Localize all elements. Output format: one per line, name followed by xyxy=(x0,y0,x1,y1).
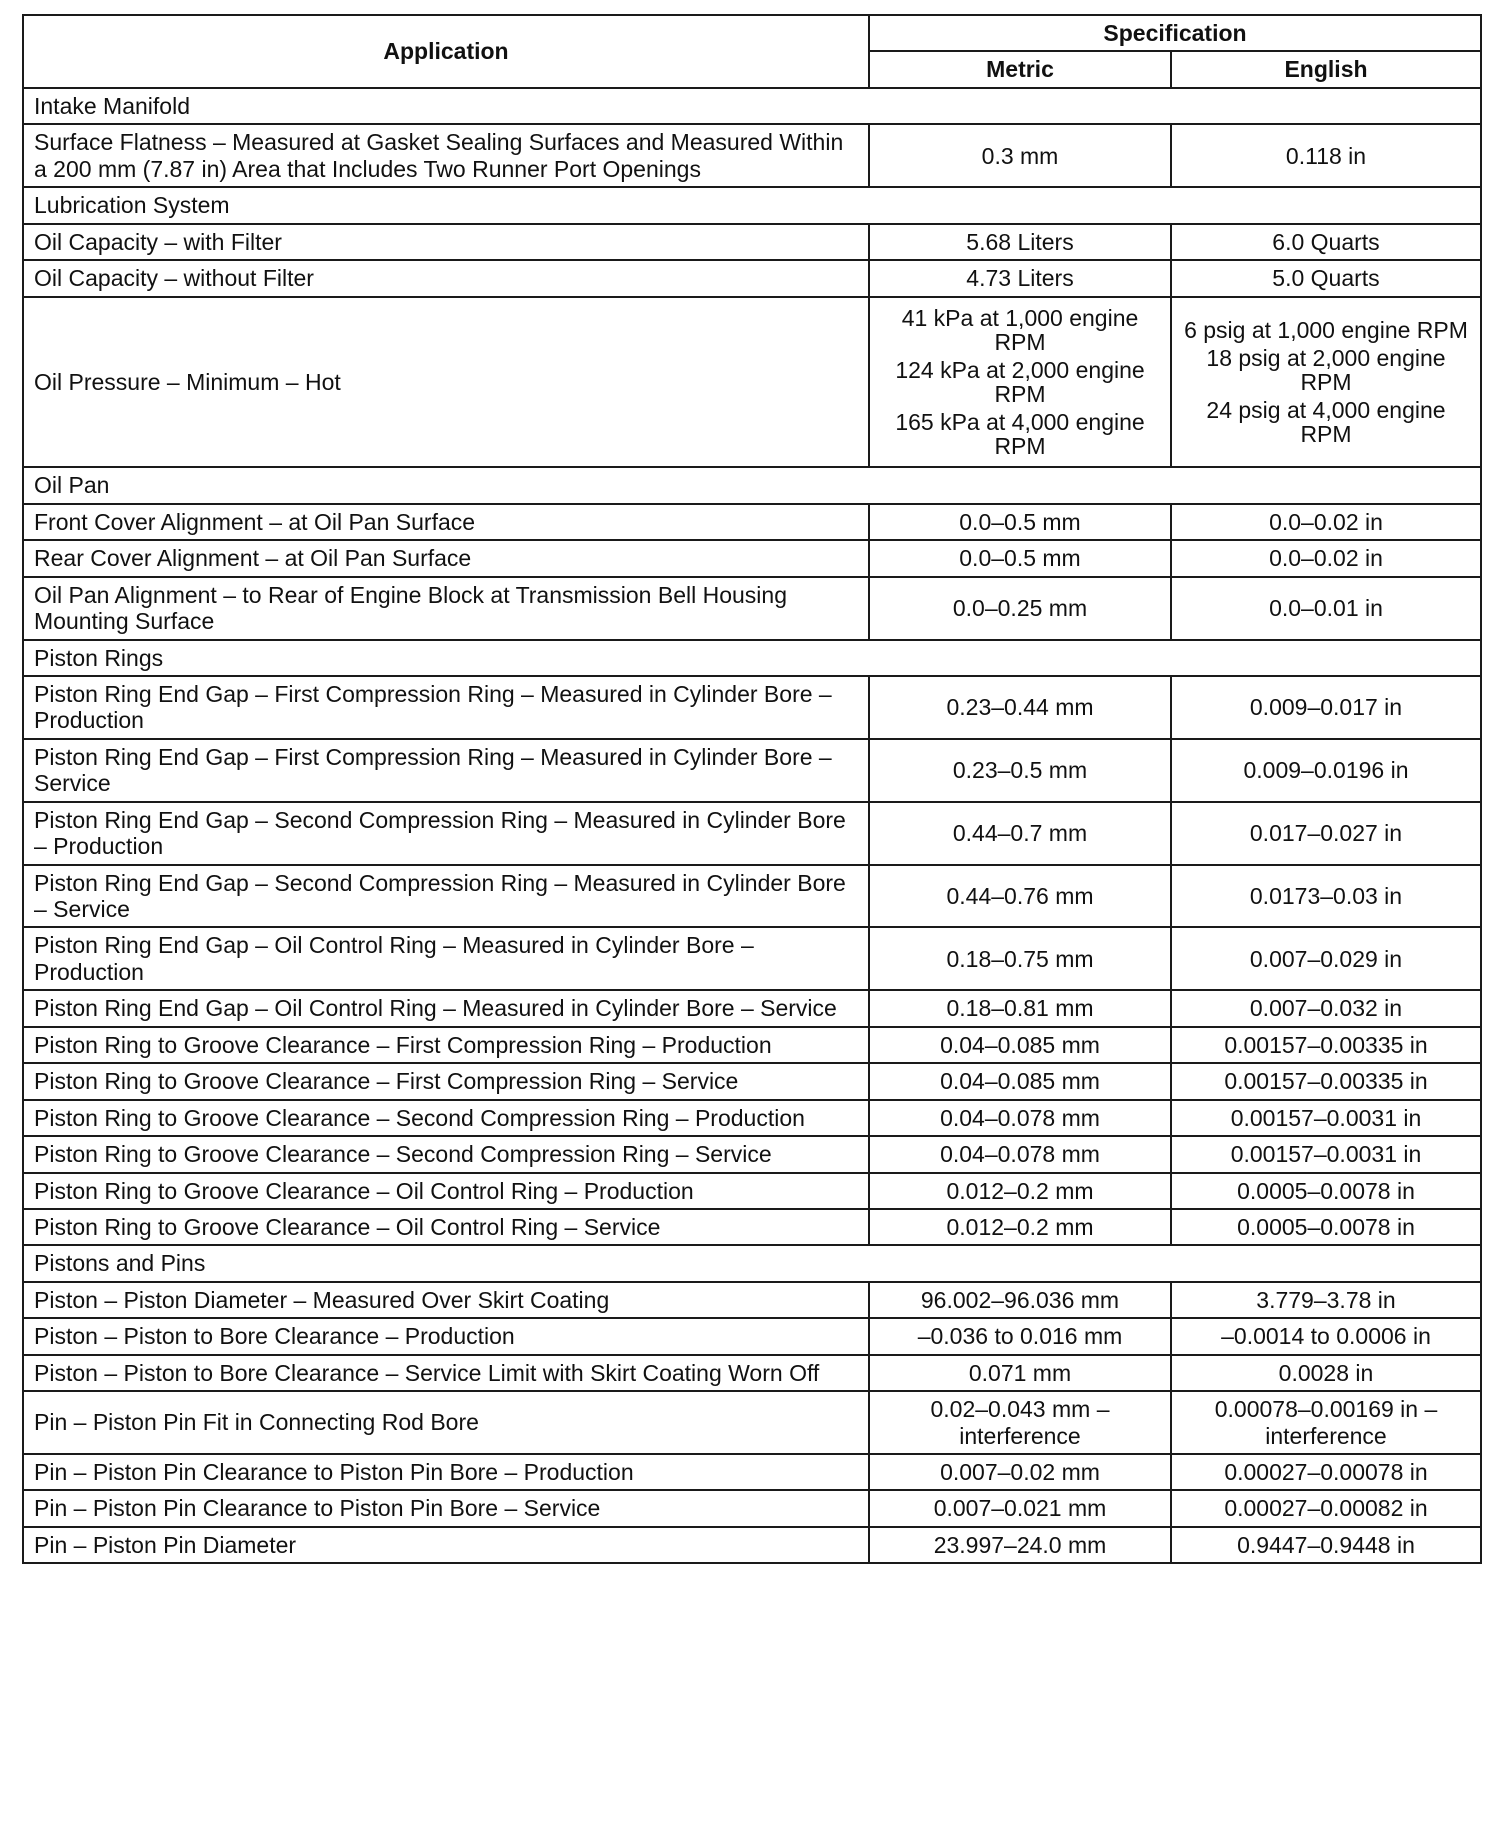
section-heading: Lubrication System xyxy=(23,187,1481,223)
english-cell: 0.007–0.029 in xyxy=(1171,927,1481,990)
metric-cell: 5.68 Liters xyxy=(869,224,1171,260)
english-cell: 3.779–3.78 in xyxy=(1171,1282,1481,1318)
english-cell: 0.009–0.017 in xyxy=(1171,676,1481,739)
table-row xyxy=(23,504,1481,540)
english-cell: 0.017–0.027 in xyxy=(1171,802,1481,865)
application-cell: Pin – Piston Pin Clearance to Piston Pin Bore – Production xyxy=(23,1454,869,1490)
specification-header: Specification xyxy=(869,15,1481,51)
table-row xyxy=(23,1136,1481,1172)
table-row xyxy=(23,865,1481,928)
application-cell: Piston Ring to Groove Clearance – First Compression Ring – Production xyxy=(23,1027,869,1063)
metric-cell: 0.007–0.02 mm xyxy=(869,1454,1171,1490)
table-body xyxy=(23,88,1481,1563)
english-cell: 0.00157–0.00335 in xyxy=(1171,1063,1481,1099)
application-cell: Pin – Piston Pin Fit in Connecting Rod Bore xyxy=(23,1391,869,1454)
metric-cell: 0.3 mm xyxy=(869,124,1171,187)
metric-value-line: 41 kPa at 1,000 engine RPM xyxy=(901,304,1139,355)
spec-page xyxy=(22,14,1480,1564)
section-heading: Piston Rings xyxy=(23,640,1481,676)
metric-cell: 0.04–0.078 mm xyxy=(869,1100,1171,1136)
metric-cell: 0.23–0.44 mm xyxy=(869,676,1171,739)
section-row xyxy=(23,88,1481,124)
english-cell: –0.0014 to 0.0006 in xyxy=(1171,1318,1481,1354)
application-header: Application xyxy=(23,15,869,88)
english-cell: 0.009–0.0196 in xyxy=(1171,739,1481,802)
table-row xyxy=(23,1282,1481,1318)
application-cell: Piston Ring to Groove Clearance – Oil Control Ring – Service xyxy=(23,1209,869,1245)
metric-cell: 0.18–0.81 mm xyxy=(869,990,1171,1026)
table-row xyxy=(23,990,1481,1026)
application-cell: Piston – Piston Diameter – Measured Over Skirt Coating xyxy=(23,1282,869,1318)
metric-cell xyxy=(869,297,1171,468)
metric-cell: 0.04–0.078 mm xyxy=(869,1136,1171,1172)
metric-value-line: 165 kPa at 4,000 engine RPM xyxy=(895,409,1145,460)
english-cell: 0.00157–0.0031 in xyxy=(1171,1136,1481,1172)
section-row xyxy=(23,467,1481,503)
metric-cell: 0.44–0.76 mm xyxy=(869,865,1171,928)
metric-cell: 0.0–0.5 mm xyxy=(869,504,1171,540)
english-cell: 0.00157–0.0031 in xyxy=(1171,1100,1481,1136)
table-row xyxy=(23,1209,1481,1245)
application-cell: Piston Ring to Groove Clearance – Second Compression Ring – Production xyxy=(23,1100,869,1136)
english-cell: 0.00027–0.00082 in xyxy=(1171,1490,1481,1526)
table-row xyxy=(23,1027,1481,1063)
metric-cell: 0.23–0.5 mm xyxy=(869,739,1171,802)
application-cell: Piston – Piston to Bore Clearance – Service Limit with Skirt Coating Worn Off xyxy=(23,1355,869,1391)
application-cell: Piston Ring to Groove Clearance – First Compression Ring – Service xyxy=(23,1063,869,1099)
application-cell: Surface Flatness – Measured at Gasket Sealing Surfaces and Measured Within a 200 mm (7.87 in) Area that Includes Two Runner Port Openings xyxy=(23,124,869,187)
table-row xyxy=(23,297,1481,468)
application-cell: Piston Ring End Gap – First Compression Ring – Measured in Cylinder Bore – Production xyxy=(23,676,869,739)
application-cell: Pin – Piston Pin Clearance to Piston Pin Bore – Service xyxy=(23,1490,869,1526)
section-row xyxy=(23,187,1481,223)
table-row xyxy=(23,224,1481,260)
english-cell: 0.0–0.02 in xyxy=(1171,540,1481,576)
metric-cell: 0.04–0.085 mm xyxy=(869,1063,1171,1099)
english-cell: 0.0005–0.0078 in xyxy=(1171,1209,1481,1245)
english-cell: 6.0 Quarts xyxy=(1171,224,1481,260)
metric-cell: 0.04–0.085 mm xyxy=(869,1027,1171,1063)
table-row xyxy=(23,1527,1481,1563)
metric-cell: 0.012–0.2 mm xyxy=(869,1173,1171,1209)
table-row xyxy=(23,1490,1481,1526)
section-row xyxy=(23,640,1481,676)
metric-cell: 0.012–0.2 mm xyxy=(869,1209,1171,1245)
application-cell: Oil Pan Alignment – to Rear of Engine Block at Transmission Bell Housing Mounting Surface xyxy=(23,577,869,640)
metric-cell: 23.997–24.0 mm xyxy=(869,1527,1171,1563)
metric-cell: 0.44–0.7 mm xyxy=(869,802,1171,865)
table-row xyxy=(23,1355,1481,1391)
table-row xyxy=(23,1391,1481,1454)
application-cell: Pin – Piston Pin Diameter xyxy=(23,1527,869,1563)
section-heading: Oil Pan xyxy=(23,467,1481,503)
english-cell: 0.0173–0.03 in xyxy=(1171,865,1481,928)
table-row xyxy=(23,1063,1481,1099)
application-cell: Piston Ring End Gap – Oil Control Ring – Measured in Cylinder Bore – Service xyxy=(23,990,869,1026)
metric-cell: 0.18–0.75 mm xyxy=(869,927,1171,990)
english-cell: 0.0028 in xyxy=(1171,1355,1481,1391)
table-row xyxy=(23,260,1481,296)
english-cell: 0.0005–0.0078 in xyxy=(1171,1173,1481,1209)
english-cell: 0.0–0.01 in xyxy=(1171,577,1481,640)
table-row xyxy=(23,1318,1481,1354)
metric-value-line: 124 kPa at 2,000 engine RPM xyxy=(895,356,1145,407)
english-value-line: 6 psig at 1,000 engine RPM xyxy=(1184,316,1468,343)
table-header xyxy=(23,15,1481,88)
english-cell: 0.118 in xyxy=(1171,124,1481,187)
table-row xyxy=(23,802,1481,865)
metric-cell: 4.73 Liters xyxy=(869,260,1171,296)
section-heading: Intake Manifold xyxy=(23,88,1481,124)
english-cell: 0.00078–0.00169 in – interference xyxy=(1171,1391,1481,1454)
application-cell: Piston Ring to Groove Clearance – Second Compression Ring – Service xyxy=(23,1136,869,1172)
english-header: English xyxy=(1171,51,1481,87)
metric-cell: 0.0–0.5 mm xyxy=(869,540,1171,576)
english-value-line: 24 psig at 4,000 engine RPM xyxy=(1206,396,1446,448)
table-row xyxy=(23,124,1481,187)
application-cell: Piston Ring End Gap – First Compression Ring – Measured in Cylinder Bore – Service xyxy=(23,739,869,802)
table-row xyxy=(23,676,1481,739)
section-row xyxy=(23,1245,1481,1281)
section-heading: Pistons and Pins xyxy=(23,1245,1481,1281)
english-cell: 0.007–0.032 in xyxy=(1171,990,1481,1026)
english-value-line: 18 psig at 2,000 engine RPM xyxy=(1206,344,1446,395)
english-cell xyxy=(1171,297,1481,468)
english-cell: 5.0 Quarts xyxy=(1171,260,1481,296)
metric-cell: 0.071 mm xyxy=(869,1355,1171,1391)
english-cell: 0.00027–0.00078 in xyxy=(1171,1454,1481,1490)
application-cell: Piston Ring End Gap – Second Compression Ring – Measured in Cylinder Bore – Production xyxy=(23,802,869,865)
application-cell: Piston Ring End Gap – Second Compression Ring – Measured in Cylinder Bore – Service xyxy=(23,865,869,928)
english-cell: 0.00157–0.00335 in xyxy=(1171,1027,1481,1063)
table-row xyxy=(23,540,1481,576)
metric-cell: 0.007–0.021 mm xyxy=(869,1490,1171,1526)
application-cell: Oil Capacity – without Filter xyxy=(23,260,869,296)
english-cell: 0.0–0.02 in xyxy=(1171,504,1481,540)
table-row xyxy=(23,739,1481,802)
application-cell: Rear Cover Alignment – at Oil Pan Surface xyxy=(23,540,869,576)
metric-header: Metric xyxy=(869,51,1171,87)
application-cell: Oil Capacity – with Filter xyxy=(23,224,869,260)
table-row xyxy=(23,927,1481,990)
application-cell: Front Cover Alignment – at Oil Pan Surface xyxy=(23,504,869,540)
english-cell: 0.9447–0.9448 in xyxy=(1171,1527,1481,1563)
application-cell: Piston Ring to Groove Clearance – Oil Control Ring – Production xyxy=(23,1173,869,1209)
application-cell: Oil Pressure – Minimum – Hot xyxy=(23,297,869,468)
table-row xyxy=(23,1173,1481,1209)
table-row xyxy=(23,1454,1481,1490)
specification-table xyxy=(22,14,1482,1564)
table-row xyxy=(23,1100,1481,1136)
application-cell: Piston Ring End Gap – Oil Control Ring – Measured in Cylinder Bore – Production xyxy=(23,927,869,990)
application-cell: Piston – Piston to Bore Clearance – Production xyxy=(23,1318,869,1354)
table-row xyxy=(23,577,1481,640)
metric-cell: 96.002–96.036 mm xyxy=(869,1282,1171,1318)
metric-cell: 0.02–0.043 mm – interference xyxy=(869,1391,1171,1454)
metric-cell: –0.036 to 0.016 mm xyxy=(869,1318,1171,1354)
metric-cell: 0.0–0.25 mm xyxy=(869,577,1171,640)
